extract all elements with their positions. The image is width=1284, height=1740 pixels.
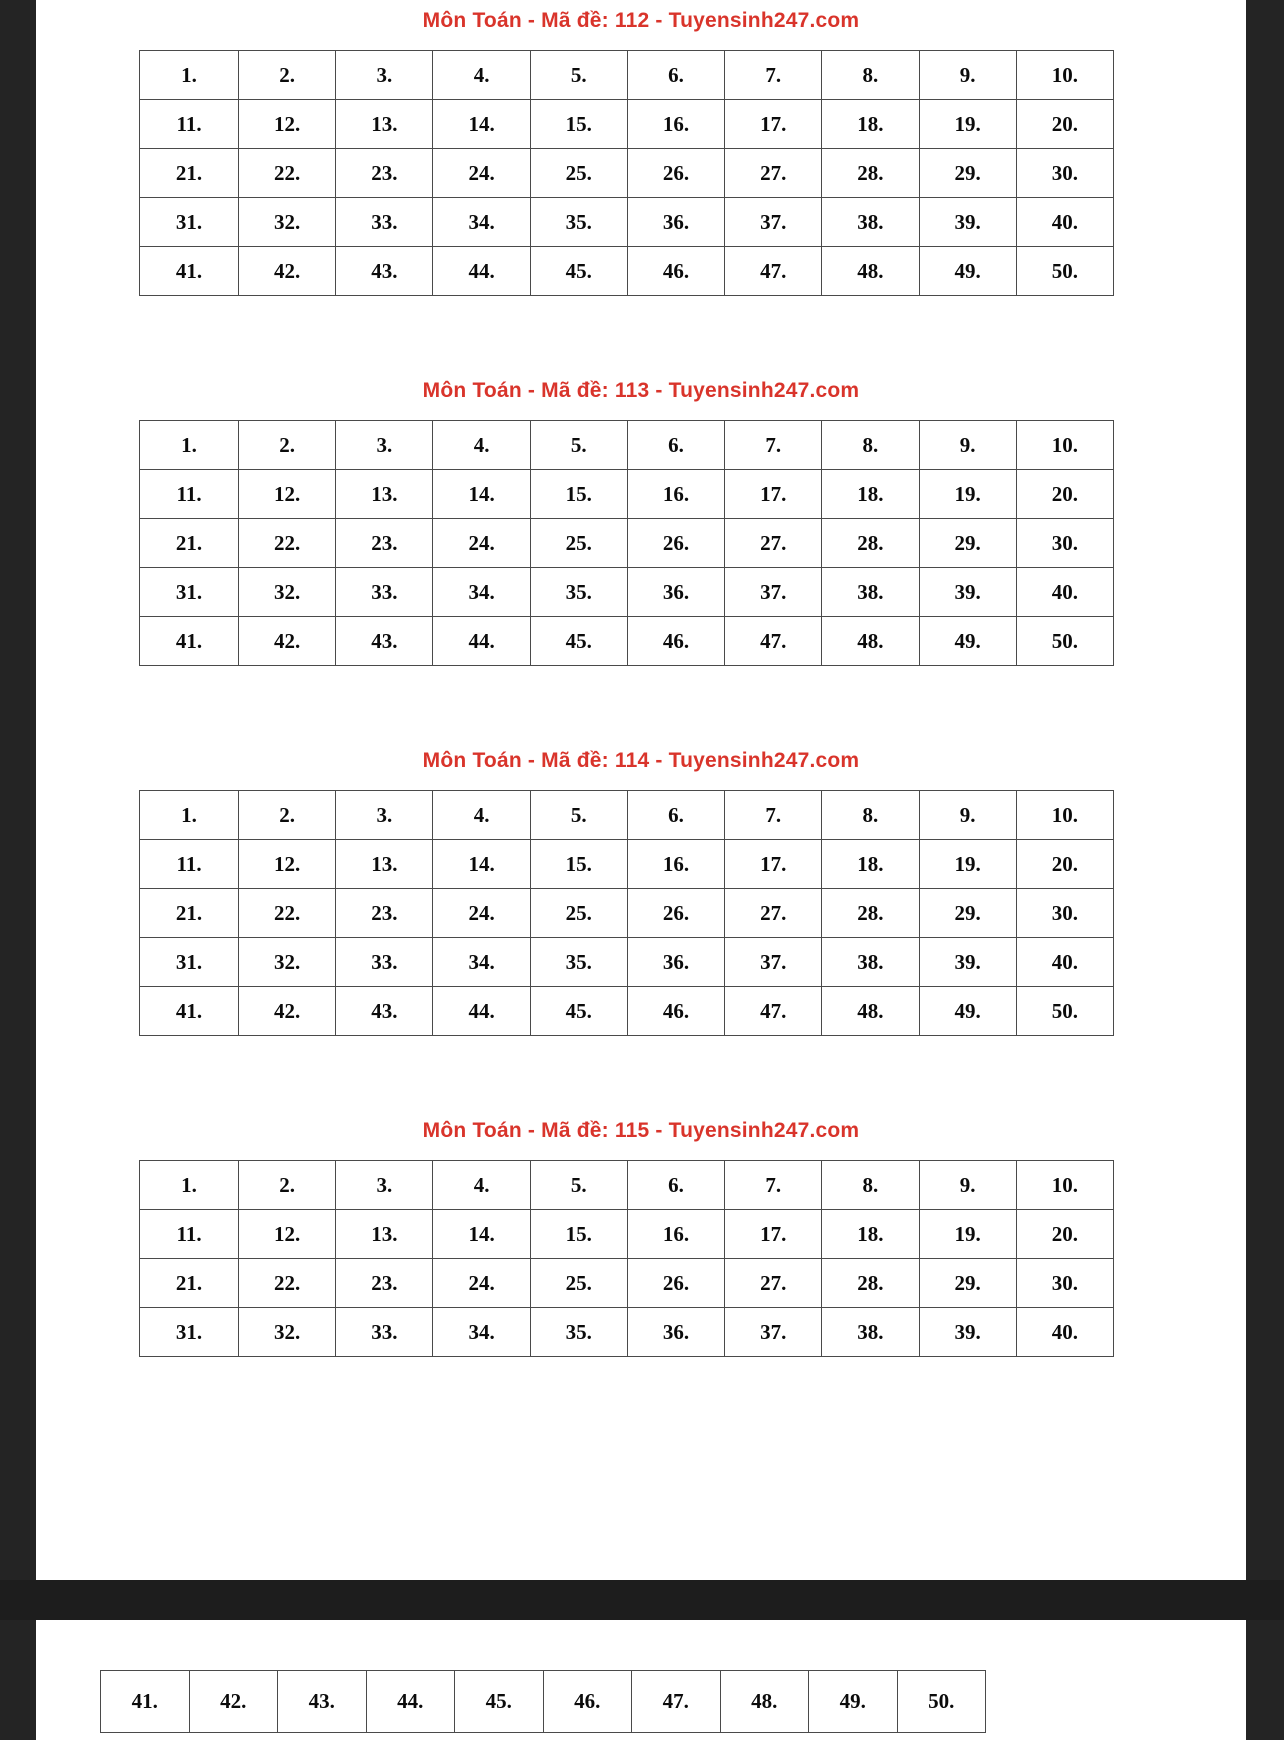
answer-cell[interactable]: 30.	[1016, 149, 1113, 198]
answer-cell[interactable]: 7.	[725, 421, 822, 470]
answer-cell[interactable]: 42.	[239, 987, 336, 1036]
answer-cell[interactable]: 34.	[433, 938, 530, 987]
answer-cell[interactable]: 7.	[725, 1161, 822, 1210]
answer-cell[interactable]: 17.	[725, 100, 822, 149]
document-page-1	[36, 0, 1246, 1580]
answer-cell[interactable]: 48.	[822, 617, 919, 666]
answer-cell[interactable]: 29.	[919, 149, 1016, 198]
answer-cell[interactable]: 3.	[336, 1161, 433, 1210]
answer-cell[interactable]: 46.	[543, 1671, 632, 1733]
answer-cell[interactable]: 13.	[336, 470, 433, 519]
answer-cell[interactable]: 11.	[140, 100, 239, 149]
answer-cell[interactable]: 43.	[278, 1671, 367, 1733]
answer-grid-continuation[interactable]	[100, 1670, 986, 1733]
answer-cell[interactable]: 45.	[455, 1671, 544, 1733]
answer-cell[interactable]: 4.	[433, 51, 530, 100]
document-page-2	[36, 1620, 1246, 1740]
answer-cell[interactable]: 6.	[627, 1161, 724, 1210]
answer-cell[interactable]: 7.	[725, 51, 822, 100]
answer-cell[interactable]: 16.	[627, 470, 724, 519]
answer-cell[interactable]: 43.	[336, 987, 433, 1036]
answer-cell[interactable]: 9.	[919, 51, 1016, 100]
answer-grid-row	[140, 1259, 1114, 1308]
answer-cell[interactable]: 43.	[336, 247, 433, 296]
answer-cell[interactable]: 36.	[627, 198, 724, 247]
page-break-gap	[0, 1580, 1284, 1620]
answer-cell[interactable]: 27.	[725, 889, 822, 938]
answer-cell[interactable]: 6.	[627, 421, 724, 470]
answer-cell[interactable]: 1.	[140, 1161, 239, 1210]
answer-cell[interactable]: 40.	[1016, 198, 1113, 247]
answer-cell[interactable]: 3.	[336, 791, 433, 840]
answer-cell[interactable]: 34.	[433, 1308, 530, 1357]
answer-cell[interactable]: 21.	[140, 889, 239, 938]
answer-cell[interactable]: 43.	[336, 617, 433, 666]
answer-grid-113[interactable]	[139, 420, 1114, 666]
answer-cell[interactable]: 22.	[239, 1259, 336, 1308]
answer-cell[interactable]: 35.	[530, 938, 627, 987]
answer-cell[interactable]: 19.	[919, 100, 1016, 149]
answer-cell[interactable]: 46.	[627, 617, 724, 666]
answer-cell[interactable]: 10.	[1016, 421, 1113, 470]
answer-cell[interactable]: 49.	[919, 987, 1016, 1036]
answer-grid-row	[140, 247, 1114, 296]
answer-cell[interactable]: 8.	[822, 51, 919, 100]
answer-cell[interactable]: 30.	[1016, 519, 1113, 568]
answer-cell[interactable]: 47.	[632, 1671, 721, 1733]
answer-cell[interactable]: 25.	[530, 149, 627, 198]
answer-cell[interactable]: 47.	[725, 617, 822, 666]
answer-cell[interactable]: 8.	[822, 1161, 919, 1210]
answer-cell[interactable]: 5.	[530, 51, 627, 100]
answer-cell[interactable]: 41.	[101, 1671, 190, 1733]
answer-cell[interactable]: 47.	[725, 987, 822, 1036]
answer-cell[interactable]: 3.	[336, 421, 433, 470]
answer-cell[interactable]: 25.	[530, 519, 627, 568]
answer-cell[interactable]: 31.	[140, 198, 239, 247]
answer-cell[interactable]: 37.	[725, 938, 822, 987]
answer-cell[interactable]: 33.	[336, 938, 433, 987]
answer-cell[interactable]: 28.	[822, 889, 919, 938]
answer-cell[interactable]: 38.	[822, 938, 919, 987]
answer-cell[interactable]: 32.	[239, 938, 336, 987]
answer-cell[interactable]: 40.	[1016, 1308, 1113, 1357]
answer-cell[interactable]: 13.	[336, 1210, 433, 1259]
answer-grid-row	[140, 568, 1114, 617]
answer-cell[interactable]: 15.	[530, 1210, 627, 1259]
answer-cell[interactable]: 27.	[725, 149, 822, 198]
answer-cell[interactable]: 12.	[239, 840, 336, 889]
answer-cell[interactable]: 20.	[1016, 840, 1113, 889]
answer-cell[interactable]: 18.	[822, 100, 919, 149]
answer-grid-row	[140, 519, 1114, 568]
answer-cell[interactable]: 45.	[530, 247, 627, 296]
answer-cell[interactable]: 4.	[433, 791, 530, 840]
answer-cell[interactable]: 15.	[530, 840, 627, 889]
answer-cell[interactable]: 21.	[140, 149, 239, 198]
answer-cell[interactable]: 15.	[530, 100, 627, 149]
answer-cell[interactable]: 18.	[822, 1210, 919, 1259]
answer-cell[interactable]: 6.	[627, 51, 724, 100]
answer-cell[interactable]: 35.	[530, 1308, 627, 1357]
answer-grid-row	[140, 421, 1114, 470]
answer-cell[interactable]: 9.	[919, 791, 1016, 840]
answer-cell[interactable]: 50.	[1016, 617, 1113, 666]
answer-grid-row	[140, 617, 1114, 666]
answer-cell[interactable]: 19.	[919, 1210, 1016, 1259]
exam-section-112	[36, 0, 1246, 283]
answer-cell[interactable]: 30.	[1016, 889, 1113, 938]
answer-cell[interactable]: 5.	[530, 1161, 627, 1210]
answer-cell[interactable]: 48.	[720, 1671, 809, 1733]
answer-cell[interactable]: 12.	[239, 100, 336, 149]
answer-grid-row	[140, 470, 1114, 519]
answer-cell[interactable]: 36.	[627, 568, 724, 617]
answer-cell[interactable]: 9.	[919, 1161, 1016, 1210]
answer-grid-row	[140, 1308, 1114, 1357]
answer-cell[interactable]: 9.	[919, 421, 1016, 470]
answer-grid-row	[140, 987, 1114, 1036]
answer-cell[interactable]: 22.	[239, 149, 336, 198]
answer-grid-114[interactable]	[139, 790, 1114, 1036]
exam-section-115	[36, 1110, 1246, 1344]
answer-cell[interactable]: 46.	[627, 247, 724, 296]
answer-cell[interactable]: 4.	[433, 421, 530, 470]
answer-cell[interactable]: 40.	[1016, 568, 1113, 617]
answer-cell[interactable]: 17.	[725, 470, 822, 519]
answer-cell[interactable]: 5.	[530, 791, 627, 840]
answer-cell[interactable]: 49.	[919, 247, 1016, 296]
answer-cell[interactable]: 38.	[822, 568, 919, 617]
answer-cell[interactable]: 29.	[919, 519, 1016, 568]
answer-cell[interactable]: 25.	[530, 1259, 627, 1308]
answer-cell[interactable]: 44.	[433, 617, 530, 666]
answer-cell[interactable]: 4.	[433, 1161, 530, 1210]
answer-cell[interactable]: 34.	[433, 568, 530, 617]
answer-cell[interactable]: 41.	[140, 247, 239, 296]
answer-grid-wrap-114	[139, 790, 1114, 1036]
answer-cell[interactable]: 31.	[140, 568, 239, 617]
answer-cell[interactable]: 50.	[1016, 247, 1113, 296]
answer-cell[interactable]: 31.	[140, 938, 239, 987]
answer-cell[interactable]: 26.	[627, 1259, 724, 1308]
answer-cell[interactable]: 31.	[140, 1308, 239, 1357]
answer-cell[interactable]: 23.	[336, 519, 433, 568]
answer-cell[interactable]: 3.	[336, 51, 433, 100]
answer-grid-row	[140, 1161, 1114, 1210]
answer-cell[interactable]: 26.	[627, 889, 724, 938]
answer-cell[interactable]: 15.	[530, 470, 627, 519]
answer-cell[interactable]: 7.	[725, 791, 822, 840]
answer-grid-115[interactable]	[139, 1160, 1114, 1357]
answer-cell[interactable]: 28.	[822, 149, 919, 198]
answer-cell[interactable]: 45.	[530, 617, 627, 666]
answer-cell[interactable]: 32.	[239, 568, 336, 617]
answer-cell[interactable]: 18.	[822, 470, 919, 519]
answer-cell[interactable]: 47.	[725, 247, 822, 296]
answer-grid-wrap-115	[139, 1160, 1114, 1357]
answer-cell[interactable]: 1.	[140, 791, 239, 840]
answer-cell[interactable]: 11.	[140, 840, 239, 889]
answer-grid-row	[140, 1210, 1114, 1259]
answer-cell[interactable]: 29.	[919, 889, 1016, 938]
answer-cell[interactable]: 14.	[433, 840, 530, 889]
answer-cell[interactable]: 44.	[366, 1671, 455, 1733]
answer-cell[interactable]: 10.	[1016, 1161, 1113, 1210]
answer-cell[interactable]: 42.	[189, 1671, 278, 1733]
exam-section-114	[36, 740, 1246, 1023]
answer-cell[interactable]: 10.	[1016, 791, 1113, 840]
answer-cell[interactable]: 42.	[239, 617, 336, 666]
answer-grid-112[interactable]	[139, 50, 1114, 296]
answer-cell[interactable]: 50.	[1016, 987, 1113, 1036]
answer-cell[interactable]: 37.	[725, 198, 822, 247]
answer-cell[interactable]: 35.	[530, 198, 627, 247]
answer-grid-wrap-112	[139, 50, 1114, 296]
answer-cell[interactable]: 24.	[433, 149, 530, 198]
answer-cell[interactable]: 23.	[336, 1259, 433, 1308]
answer-cell[interactable]: 11.	[140, 470, 239, 519]
answer-cell[interactable]: 16.	[627, 840, 724, 889]
answer-cell[interactable]: 23.	[336, 149, 433, 198]
answer-cell[interactable]: 37.	[725, 568, 822, 617]
answer-cell[interactable]: 37.	[725, 1308, 822, 1357]
answer-cell[interactable]: 28.	[822, 1259, 919, 1308]
answer-cell[interactable]: 39.	[919, 1308, 1016, 1357]
answer-cell[interactable]: 14.	[433, 470, 530, 519]
answer-cell[interactable]: 41.	[140, 617, 239, 666]
answer-cell[interactable]: 33.	[336, 198, 433, 247]
answer-cell[interactable]: 44.	[433, 247, 530, 296]
answer-grid-wrap-continuation	[100, 1670, 986, 1733]
answer-cell[interactable]: 2.	[239, 1161, 336, 1210]
answer-cell[interactable]: 11.	[140, 1210, 239, 1259]
answer-cell[interactable]: 12.	[239, 470, 336, 519]
answer-cell[interactable]: 40.	[1016, 938, 1113, 987]
answer-cell[interactable]: 25.	[530, 889, 627, 938]
answer-cell[interactable]: 48.	[822, 987, 919, 1036]
answer-cell[interactable]: 24.	[433, 889, 530, 938]
answer-cell[interactable]: 14.	[433, 100, 530, 149]
answer-cell[interactable]: 36.	[627, 1308, 724, 1357]
answer-cell[interactable]: 21.	[140, 519, 239, 568]
answer-cell[interactable]: 32.	[239, 198, 336, 247]
answer-cell[interactable]: 33.	[336, 568, 433, 617]
answer-cell[interactable]: 27.	[725, 519, 822, 568]
answer-cell[interactable]: 20.	[1016, 1210, 1113, 1259]
answer-cell[interactable]: 26.	[627, 519, 724, 568]
answer-cell[interactable]: 1.	[140, 51, 239, 100]
answer-cell[interactable]: 19.	[919, 470, 1016, 519]
answer-cell[interactable]: 26.	[627, 149, 724, 198]
answer-cell[interactable]: 30.	[1016, 1259, 1113, 1308]
answer-cell[interactable]: 17.	[725, 1210, 822, 1259]
answer-cell[interactable]: 6.	[627, 791, 724, 840]
answer-grid-row	[140, 198, 1114, 247]
answer-cell[interactable]: 48.	[822, 247, 919, 296]
section-title-114: Môn Toán - Mã đề: 114 - Tuyensinh247.com	[422, 749, 860, 772]
answer-grid-row	[140, 889, 1114, 938]
answer-cell[interactable]: 20.	[1016, 470, 1113, 519]
answer-cell[interactable]: 5.	[530, 421, 627, 470]
answer-cell[interactable]: 39.	[919, 938, 1016, 987]
section-title-112: Môn Toán - Mã đề: 112 - Tuyensinh247.com	[422, 9, 860, 32]
answer-cell[interactable]: 17.	[725, 840, 822, 889]
answer-cell[interactable]: 24.	[433, 1259, 530, 1308]
answer-cell[interactable]: 33.	[336, 1308, 433, 1357]
answer-cell[interactable]: 38.	[822, 1308, 919, 1357]
answer-cell[interactable]: 18.	[822, 840, 919, 889]
answer-cell[interactable]: 24.	[433, 519, 530, 568]
answer-cell[interactable]: 16.	[627, 100, 724, 149]
answer-grid-row	[140, 840, 1114, 889]
answer-cell[interactable]: 36.	[627, 938, 724, 987]
answer-grid-row	[140, 791, 1114, 840]
answer-cell[interactable]: 50.	[897, 1671, 986, 1733]
answer-grid-row	[140, 51, 1114, 100]
answer-cell[interactable]: 10.	[1016, 51, 1113, 100]
answer-cell[interactable]: 2.	[239, 791, 336, 840]
answer-cell[interactable]: 35.	[530, 568, 627, 617]
section-title-113: Môn Toán - Mã đề: 113 - Tuyensinh247.com	[422, 379, 860, 402]
answer-cell[interactable]: 39.	[919, 568, 1016, 617]
answer-cell[interactable]: 8.	[822, 791, 919, 840]
answer-cell[interactable]: 29.	[919, 1259, 1016, 1308]
answer-cell[interactable]: 46.	[627, 987, 724, 1036]
answer-grid-row	[140, 938, 1114, 987]
answer-cell[interactable]: 49.	[809, 1671, 898, 1733]
answer-cell[interactable]: 38.	[822, 198, 919, 247]
answer-cell[interactable]: 49.	[919, 617, 1016, 666]
answer-cell[interactable]: 21.	[140, 1259, 239, 1308]
answer-cell[interactable]: 8.	[822, 421, 919, 470]
answer-cell[interactable]: 13.	[336, 100, 433, 149]
answer-cell[interactable]: 2.	[239, 421, 336, 470]
answer-cell[interactable]: 14.	[433, 1210, 530, 1259]
answer-grid-row	[101, 1671, 986, 1733]
answer-cell[interactable]: 22.	[239, 889, 336, 938]
section-title-115: Môn Toán - Mã đề: 115 - Tuyensinh247.com	[422, 1119, 860, 1142]
exam-section-113	[36, 370, 1246, 653]
answer-cell[interactable]: 2.	[239, 51, 336, 100]
answer-cell[interactable]: 44.	[433, 987, 530, 1036]
answer-cell[interactable]: 20.	[1016, 100, 1113, 149]
answer-cell[interactable]: 45.	[530, 987, 627, 1036]
answer-cell[interactable]: 12.	[239, 1210, 336, 1259]
answer-cell[interactable]: 1.	[140, 421, 239, 470]
answer-cell[interactable]: 41.	[140, 987, 239, 1036]
answer-cell[interactable]: 42.	[239, 247, 336, 296]
answer-cell[interactable]: 39.	[919, 198, 1016, 247]
answer-cell[interactable]: 16.	[627, 1210, 724, 1259]
answer-cell[interactable]: 27.	[725, 1259, 822, 1308]
answer-cell[interactable]: 34.	[433, 198, 530, 247]
answer-grid-row	[140, 100, 1114, 149]
answer-cell[interactable]: 13.	[336, 840, 433, 889]
answer-cell[interactable]: 23.	[336, 889, 433, 938]
answer-cell[interactable]: 19.	[919, 840, 1016, 889]
answer-cell[interactable]: 32.	[239, 1308, 336, 1357]
answer-grid-row	[140, 149, 1114, 198]
answer-cell[interactable]: 28.	[822, 519, 919, 568]
answer-grid-wrap-113	[139, 420, 1114, 666]
answer-cell[interactable]: 22.	[239, 519, 336, 568]
